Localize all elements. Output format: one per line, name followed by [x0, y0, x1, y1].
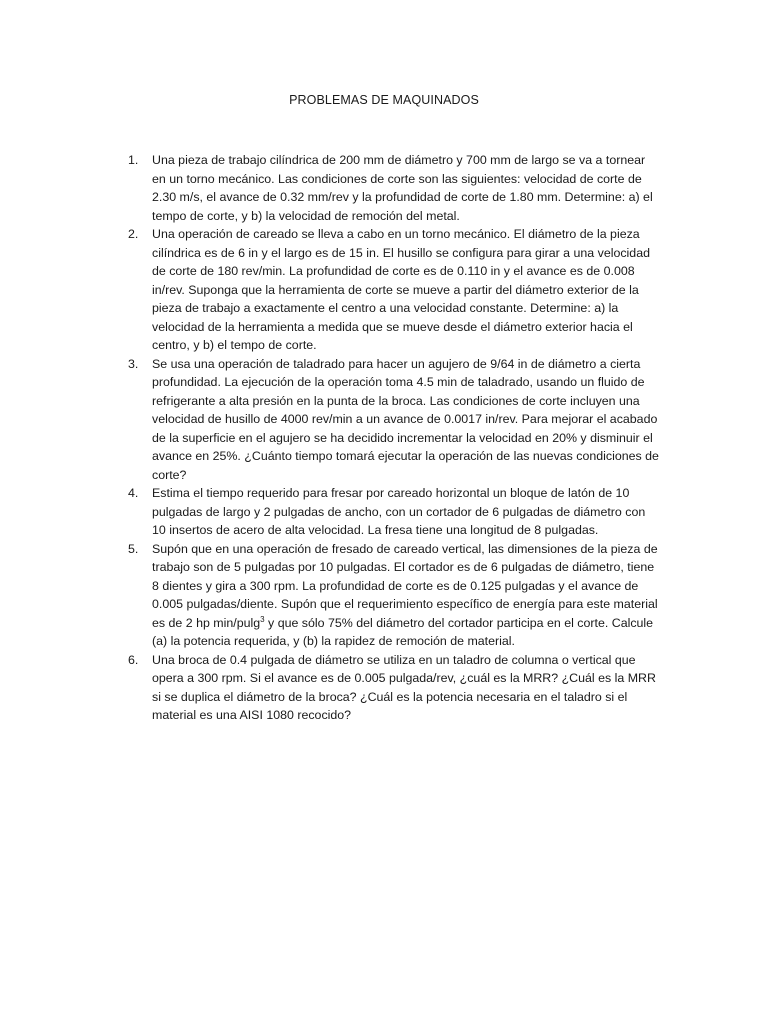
problem-text-part: Supón que en una operación de fresado de careado vertical, las dimensiones de la pieza de trabajo son de 5 pulgadas por 10 pulgadas. El cortador es de 6 pulgadas de diámetro, tiene 8 dientes y gira a 300 rpm. La profundidad de corte es de 0.125 pulgadas y el avance de 0.005 pulgadas/diente. Supón que el requerimiento específico de energía para este material es de 2 hp min/pulg	[152, 541, 658, 630]
problem-text: Estima el tiempo requerido para fresar por careado horizontal un bloque de latón de 10 pulgadas de largo y 2 pulgadas de ancho, con un cortador de 6 pulgadas de diámetro con 10 insertos de acero de alta velocidad. La fresa tiene una longitud de 8 pulgadas.	[152, 486, 646, 537]
problem-item-4	[128, 484, 661, 540]
superscript-exponent: 3	[260, 614, 265, 624]
problem-item-3	[128, 355, 661, 485]
problem-text-part: y que sólo 75% del diámetro del cortador participa en el corte. Calcule (a) la potencia requerida, y (b) la rapidez de remoción de material.	[152, 615, 654, 648]
problem-text: Se usa una operación de taladrado para hacer un agujero de 9/64 in de diámetro a cierta profundidad. La ejecución de la operación toma 4.5 min de taladrado, usando un fluido de refrigerante a alta presión en la punta de la broca. Las condiciones de corte incluyen una velocidad de husillo de 4000 rev/min a un avance de 0.0017 in/rev. Para mejorar el acabado de la superficie en el agujero se ha decidido incrementar la velocidad en 20% y disminuir el avance en 25%. ¿Cuánto tiempo tomará ejecutar la operación de las nuevas condiciones de corte?	[152, 356, 659, 482]
problem-number: 6.	[128, 652, 139, 667]
problem-item-6	[128, 651, 661, 725]
problem-item-5	[128, 540, 661, 651]
problem-number: 2.	[128, 227, 139, 241]
problem-item-1	[128, 151, 661, 225]
problem-text: Una pieza de trabajo cilíndrica de 200 mm de diámetro y 700 mm de largo se va a tornear en un torno mecánico. Las condiciones de corte son las siguientes: velocidad de corte de 2.30 m/s, el avance de 0.32 mm/rev y la profundidad de corte de 1.80 mm. Determine: a) el tempo de corte, y b) la velocidad de remoción del metal.	[152, 153, 653, 223]
problem-list	[128, 151, 661, 725]
problem-number: 5.	[128, 541, 139, 556]
problem-text: Una operación de careado se lleva a cabo en un torno mecánico. El diámetro de la pieza cilíndrica es de 6 in y el largo es de 15 in. El husillo se configura para girar a una velocidad de corte de 180 rev/min. La profundidad de corte es de 0.110 in y el avance es de 0.008 in/rev. Suponga que la herramienta de corte se mueve a partir del diámetro exterior de la pieza de trabajo a exactamente el centro a una velocidad constante. Determine: a) la velocidad de la herramienta a medida que se mueve desde el diámetro exterior hacia el centro, y b) el tempo de corte.	[152, 227, 650, 352]
problem-number: 3.	[128, 356, 139, 371]
problem-text	[152, 542, 658, 649]
document-title: PROBLEMAS DE MAQUINADOS	[289, 93, 479, 107]
problem-number: 1.	[128, 153, 139, 167]
problem-number: 4.	[128, 486, 139, 500]
problem-item-2	[128, 225, 661, 355]
problem-text: Una broca de 0.4 pulgada de diámetro se utiliza en un taladro de columna o vertical que opera a 300 rpm. Si el avance es de 0.005 pulgada/rev, ¿cuál es la MRR? ¿Cuál es la MRR si se duplica el diámetro de la broca? ¿Cuál es la potencia necesaria en el taladro si el material es una AISI 1080 recocido?	[152, 652, 656, 722]
